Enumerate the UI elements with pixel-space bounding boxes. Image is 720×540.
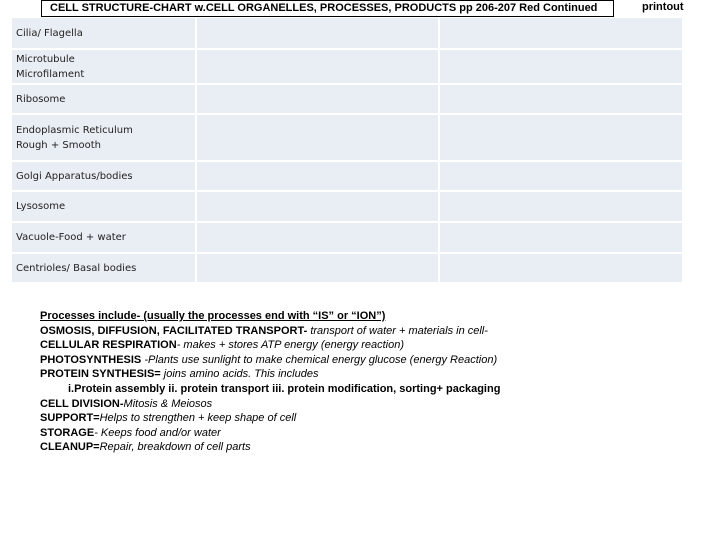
note-term: CELLULAR RESPIRATION <box>40 339 177 352</box>
note-term: PROTEIN SYNTHESIS= <box>40 368 161 381</box>
row-label-text: Microfilament <box>16 68 85 80</box>
notes-heading: Processes include- (usually the processes end with “IS” or “ION”) <box>40 310 386 322</box>
table-cell <box>197 223 440 254</box>
note-protein-synthesis <box>40 367 700 382</box>
row-label-text: Microtubule <box>16 53 75 65</box>
note-definition: -Plants use sunlight to make chemical energy glucose (energy Reaction) <box>141 353 498 366</box>
table-cell <box>197 254 440 284</box>
row-label-cilia <box>12 18 197 50</box>
table-cell <box>197 162 440 192</box>
table-cell <box>197 115 440 162</box>
note-respiration <box>40 338 700 353</box>
table-cell <box>197 85 440 115</box>
note-definition: Mitosis & Meiosos <box>123 397 213 410</box>
chart-title: CELL STRUCTURE-CHART w.CELL ORGANELLES, PROCESSES, PRODUCTS pp 206-207 Red Continued <box>41 0 614 17</box>
row-label-er <box>12 115 197 162</box>
row-label-text: Rough + Smooth <box>16 139 101 151</box>
table-cell <box>440 115 684 162</box>
row-label-text: Centrioles/ Basal bodies <box>16 262 137 274</box>
note-definition: transport of water + materials in cell- <box>307 324 488 337</box>
note-term: PHOTOSYNTHESIS <box>40 353 142 366</box>
note-definition: - makes + stores ATP energy (energy reaction) <box>176 339 405 352</box>
table-cell <box>440 162 684 192</box>
note-term: STORAGE <box>40 426 95 439</box>
row-label-text: Golgi Apparatus/bodies <box>16 170 133 182</box>
table-cell <box>440 192 684 223</box>
organelle-table <box>12 18 684 304</box>
table-cell <box>440 18 684 50</box>
row-label-centrioles <box>12 254 197 284</box>
table-cell <box>440 85 684 115</box>
row-label-microtubule <box>12 50 197 85</box>
table-cell <box>197 192 440 223</box>
note-definition: joins amino acids. This includes <box>160 368 319 381</box>
row-label-golgi <box>12 162 197 192</box>
note-definition: Repair, breakdown of cell parts <box>99 441 251 454</box>
note-cleanup <box>40 440 700 455</box>
table-cell <box>440 223 684 254</box>
note-osmosis <box>40 324 700 339</box>
table-cell <box>197 18 440 50</box>
note-term: SUPPORT= <box>40 412 100 425</box>
row-label-text: Lysosome <box>16 201 66 212</box>
note-support <box>40 411 700 426</box>
note-term: OSMOSIS, DIFFUSION, FACILITATED TRANSPORT- <box>40 324 308 337</box>
row-label-vacuole <box>12 223 197 254</box>
note-photosynthesis <box>40 353 700 368</box>
processes-notes <box>40 309 700 455</box>
row-label-text: Endoplasmic Reticulum <box>16 124 133 136</box>
note-protein-steps: i.Protein assembly ii. protein transport iii. protein modification, sorting+ packaging <box>68 382 501 395</box>
note-storage <box>40 426 700 441</box>
note-term: CLEANUP= <box>40 441 100 454</box>
table-cell <box>197 50 440 85</box>
row-label-text: Ribosome <box>16 93 66 105</box>
row-label-text: Vacuole-Food + water <box>16 232 126 243</box>
row-label-text: Cilia/ Flagella <box>16 27 83 39</box>
row-label-lysosome <box>12 192 197 223</box>
note-definition: - Keeps food and/or water <box>94 426 221 439</box>
note-cell-division <box>40 397 700 412</box>
table-cell <box>440 254 684 284</box>
printout-note: printout <box>642 1 684 13</box>
note-definition: Helps to strengthen + keep shape of cell <box>99 412 297 425</box>
row-label-ribosome <box>12 85 197 115</box>
table-cell <box>440 50 684 85</box>
note-term: CELL DIVISION- <box>40 397 124 410</box>
